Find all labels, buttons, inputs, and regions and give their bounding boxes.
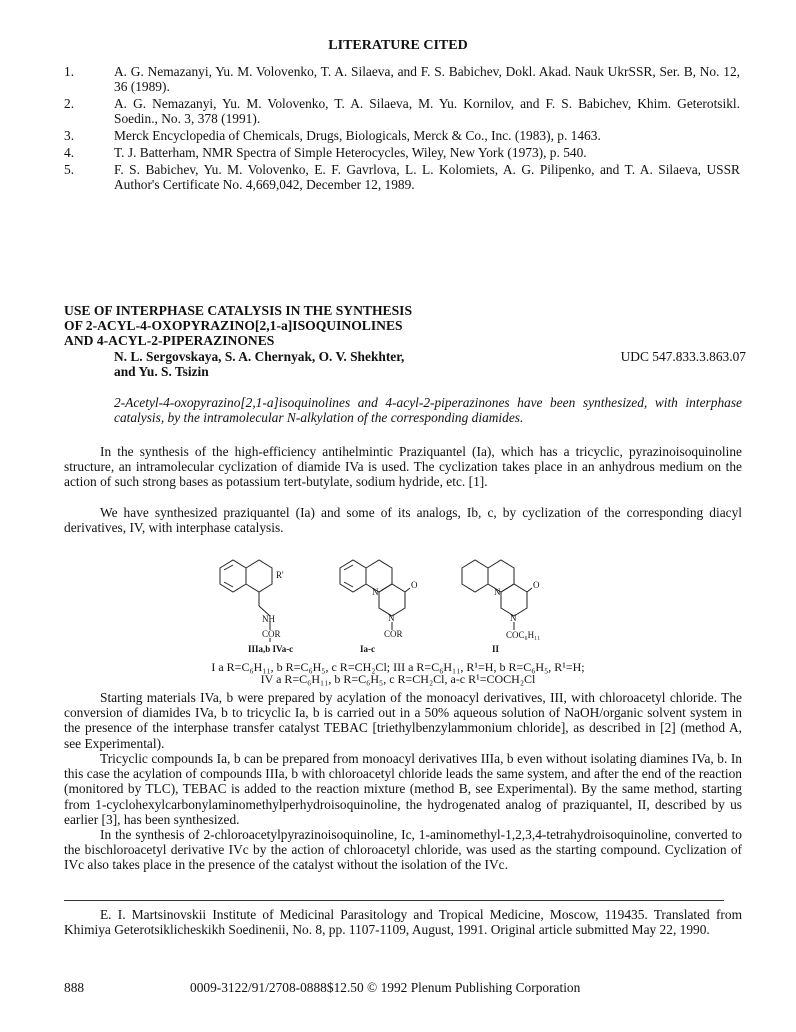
scheme-compound-label: IIIa,b IVa-c xyxy=(248,644,294,654)
reference-text: A. G. Nemazanyi, Yu. M. Volovenko, T. A. Silaeva, and F. S. Babichev, Dokl. Akad. Nauk UkrSSR, Ser. B, No. 12, 36 (1989). xyxy=(114,64,740,95)
chemical-scheme xyxy=(200,558,620,658)
article-title-line: AND 4-ACYL-2-PIPERAZINONES xyxy=(64,333,275,349)
article-title-line: OF 2-ACYL-4-OXOPYRAZINO[2,1-a]ISOQUINOLINES xyxy=(64,318,403,334)
udc-code: UDC 547.833.3.863.07 xyxy=(620,349,746,364)
footnote-divider xyxy=(64,900,724,901)
authors-line: and Yu. S. Tsizin xyxy=(114,364,209,380)
reference-number: 4. xyxy=(64,145,75,160)
page-number: 888 xyxy=(64,980,85,995)
scheme-n-label: N xyxy=(388,613,395,623)
scheme-compound-label: II xyxy=(492,644,500,654)
scheme-o-label: O xyxy=(533,580,540,590)
scheme-legend-line: IV a R=C₆H₁₁, b R=C₆H₅, c R=CH₂Cl, a-c R¹=COCH₂Cl xyxy=(260,672,536,686)
reference-number: 2. xyxy=(64,96,75,111)
body-paragraph: Starting materials IVa, b were prepared by acylation of the monoacyl derivatives, III, with chloroacetyl chloride. The conversion of diamides IVa, b to tricyclic Ia, b is carried out in a 50% aqueous solution of NaOH/organic solvent system in the presence of the interphase transfer catalyst TEBAC [triethylbenzylammonium chloride], as described in [2] (method A, see Experimental). xyxy=(64,690,742,751)
literature-cited-heading: LITERATURE CITED xyxy=(328,38,468,53)
reference-text: Merck Encyclopedia of Chemicals, Drugs, Biologicals, Merck & Co., Inc. (1983), p. 1463. xyxy=(114,128,601,143)
article-title xyxy=(64,303,484,349)
body-paragraph: In the synthesis of the high-efficiency antihelmintic Praziquantel (Ia), which has a tricyclic, pyrazinoisoquinoline structure, an intramolecular cyclization of diamide IVa is used. The cyclization takes place in an anhydrous medium on the action of such strong bases as potassium tert-butylate, sodium hydride, etc. [1]. xyxy=(64,444,742,490)
authors xyxy=(114,349,474,380)
scheme-r-label: R' xyxy=(276,570,284,580)
scheme-n-label: N xyxy=(372,587,379,597)
reference-text: A. G. Nemazanyi, Yu. M. Volovenko, T. A. Silaeva, M. Yu. Kornilov, and F. S. Babichev, Khim. Geterotsikl. Soedin., No. 3, 378 (1991). xyxy=(114,96,740,127)
body-paragraph: In the synthesis of 2-chloroacetylpyrazinoisoquinoline, Ic, 1-aminomethyl-1,2,3,4-tetrahydroisoquinoline, converted to the bischloroacetyl derivative IVc by the action of chloroacetyl chloride, was used as the starting compound. Cyclization of IVc also takes place in the presence of the catalyst without the isolation of the IVc. xyxy=(64,827,742,873)
reference-text: F. S. Babichev, Yu. M. Volovenko, E. F. Gavrlova, L. L. Kolomiets, A. G. Pilipenko, and T. A. Silaeva, USSR Author's Certificate No. 4,669,042, December 12, 1989. xyxy=(114,162,740,193)
article-title-line: USE OF INTERPHASE CATALYSIS IN THE SYNTHESIS xyxy=(64,303,413,318)
abstract: 2-Acetyl-4-oxopyrazino[2,1-a]isoquinolines and 4-acyl-2-piperazinones have been synthesized, with interphase catalysis, by the intramolecular N-alkylation of the corresponding diamides. xyxy=(114,395,742,426)
scheme-legend-line: I a R=C₆H₁₁, b R=C₆H₅, c R=CH₂Cl; III a R=C₆H₁₁, R¹=H, b R=C₆H₅, R¹=H; xyxy=(211,660,585,674)
scheme-nh-label: NH xyxy=(262,614,275,624)
scheme-n-label: N xyxy=(494,587,501,597)
scheme-cor-label: COR xyxy=(384,629,403,639)
scheme-o-label: O xyxy=(411,580,418,590)
scheme-cor-label: COR xyxy=(262,629,281,639)
scheme-n-label: N xyxy=(510,613,517,623)
body-paragraph: We have synthesized praziquantel (Ia) and some of its analogs, Ib, c, by cyclization of the corresponding diacyl derivatives, IV, with interphase catalysis. xyxy=(64,505,742,536)
scheme-coc-label: COC₆H₁₁ xyxy=(506,630,541,640)
body-paragraph: Tricyclic compounds Ia, b can be prepared from monoacyl derivatives IIIa, b even without isolating diamines IVa, b. In this case the acylation of compounds IIIa, b with chloroacetyl chloride leads the same system, and after the end of the reaction (monitored by TLC), TEBAC is added to the reaction mixture (method B, see Experimental). By the same method, starting from 1-cyclohexylcarbonylaminomethylperhydroisoquinoline, the hydrogenated analog of praziquantel, II, described by us earlier [3], has been synthesized. xyxy=(64,751,742,827)
affiliation-footnote: E. I. Martsinovskii Institute of Medicinal Parasitology and Tropical Medicine, Moscow, 119435. Translated from Khimiya Geterotsiklicheskikh Soedinenii, No. 8, pp. 1107-1109, August, 1991. Original article submitted May 22, 1990. xyxy=(64,907,742,938)
reference-number: 5. xyxy=(64,162,75,177)
authors-line: N. L. Sergovskaya, S. A. Chernyak, O. V. Shekhter, xyxy=(114,349,405,364)
reference-number: 1. xyxy=(64,64,75,79)
scheme-compound-label: Ia-c xyxy=(360,644,375,654)
reference-text: T. J. Batterham, NMR Spectra of Simple Heterocycles, Wiley, New York (1973), p. 540. xyxy=(114,145,587,160)
reference-number: 3. xyxy=(64,128,75,143)
publisher-line: 0009-3122/91/2708-0888$12.50 © 1992 Plenum Publishing Corporation xyxy=(190,980,581,995)
